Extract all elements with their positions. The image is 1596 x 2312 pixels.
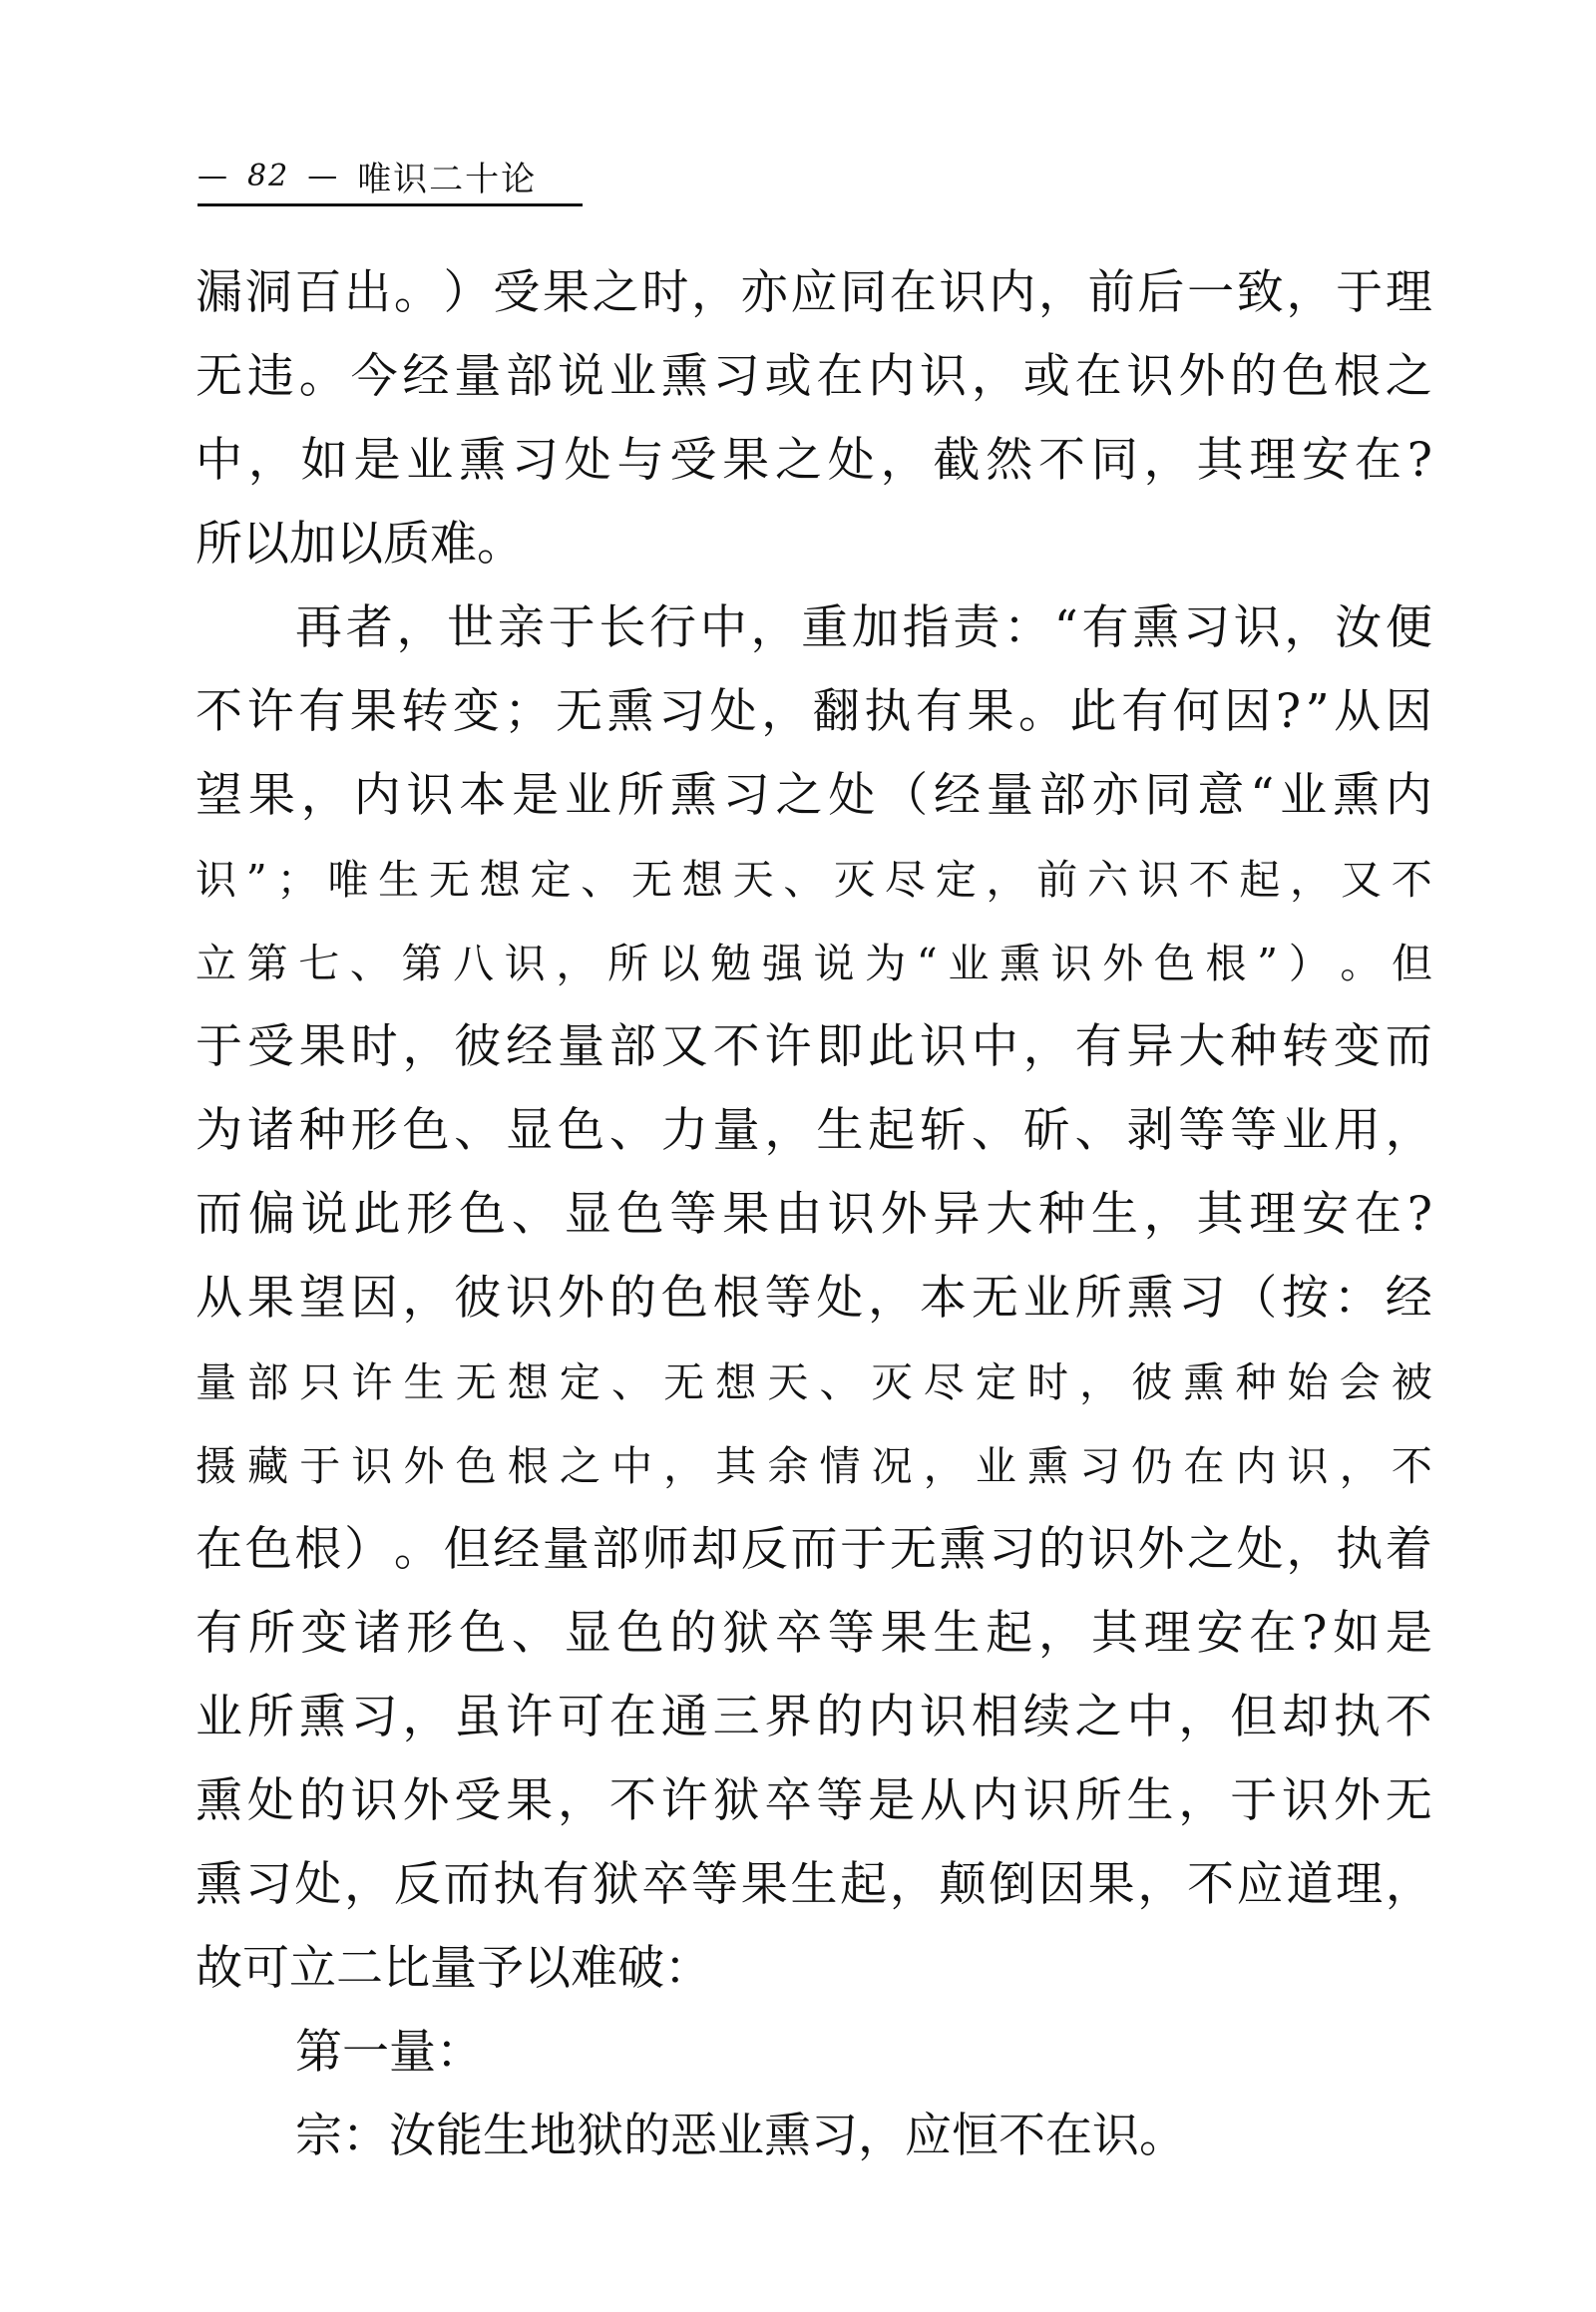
text-line: 熏 处 的 识 外 受 果 ， 不 许 狱 卒 等 是 从 内 识 所 生 ， 于 识 外 无 — [196, 1773, 1432, 1828]
text-line: 故可立二比量予以难破： — [196, 1941, 711, 1996]
header-dash-left: — — [198, 158, 229, 193]
text-line: 中 ， 如 是 业 熏 习 处 与 受 果 之 处 ， 截 然 不 同 ， 其 理 安 在 ? — [196, 433, 1432, 488]
text-line: 在 色 根 ） 。 但 经 量 部 师 却 反 而 于 无 熏 习 的 识 外 之 处 ， 执 着 — [196, 1522, 1432, 1577]
text-line: 量 部 只 许 生 无 想 定 、 无 想 天 、 灭 尽 定 时 ， 彼 熏 种 始 会 被 — [196, 1358, 1432, 1406]
header-rule — [198, 203, 583, 206]
page-number: 82 — [247, 158, 290, 193]
text-line: 而 偏 说 此 形 色 、 显 色 等 果 由 识 外 异 大 种 生 ， 其 理 安 在 ? — [196, 1187, 1432, 1242]
text-line: 第一量： — [295, 2025, 483, 2080]
running-head — [198, 148, 597, 203]
text-line: 熏 习 处 ， 反 而 执 有 狱 卒 等 果 生 起 ， 颠 倒 因 果 ， 不 应 道 理 ， — [196, 1857, 1432, 1912]
text-line: 摄 藏 于 识 外 色 根 之 中 ， 其 余 情 况 ， 业 熏 习 仍 在 内 识 ， 不 — [196, 1442, 1432, 1490]
text-line: 宗：汝能生地狱的恶业熏习，应恒不在识。 — [295, 2109, 1186, 2163]
text-line: 漏 洞 百 出 。 ） 受 果 之 时 ， 亦 应 同 在 识 内 ， 前 后 一 致 ， 于 理 — [196, 265, 1432, 320]
book-title: 唯识二十论 — [357, 159, 538, 199]
body-text — [196, 251, 1432, 2178]
text-line: 望 果 ， 内 识 本 是 业 所 熏 习 之 处 （ 经 量 部 亦 同 意 “ 业 熏 内 — [196, 768, 1432, 823]
text-line: 于 受 果 时 ， 彼 经 量 部 又 不 许 即 此 识 中 ， 有 异 大 种 转 变 而 — [196, 1019, 1432, 1074]
text-line: 识 ” ； 唯 生 无 想 定 、 无 想 天 、 灭 尽 定 ， 前 六 识 不 起 ， 又 不 — [196, 856, 1432, 904]
text-line: 有 所 变 诸 形 色 、 显 色 的 狱 卒 等 果 生 起 ， 其 理 安 在 ? 如 是 — [196, 1606, 1432, 1661]
text-line: 立 第 七 、 第 八 识 ， 所 以 勉 强 说 为 “ 业 熏 识 外 色 根 ” ） 。 但 — [196, 940, 1432, 987]
text-line: 所以加以质难。 — [196, 517, 524, 572]
text-line: 不 许 有 果 转 变 ； 无 熏 习 处 ， 翻 执 有 果 。 此 有 何 因 ? ” 从 因 — [196, 684, 1432, 739]
text-line: 再 者 ， 世 亲 于 长 行 中 ， 重 加 指 责 ： “ 有 熏 习 识 ， 汝 便 — [295, 600, 1432, 655]
text-line: 为 诸 种 形 色 、 显 色 、 力 量 ， 生 起 斩 、 斫 、 剥 等 等 业 用 ， — [196, 1103, 1432, 1158]
text-line: 从 果 望 因 ， 彼 识 外 的 色 根 等 处 ， 本 无 业 所 熏 习 （ 按 ： 经 — [196, 1271, 1432, 1326]
text-line: 业 所 熏 习 ， 虽 许 可 在 通 三 界 的 内 识 相 续 之 中 ， 但 却 执 不 — [196, 1690, 1432, 1744]
text-line: 无 违 。 今 经 量 部 说 业 熏 习 或 在 内 识 ， 或 在 识 外 的 色 根 之 — [196, 349, 1432, 404]
header-dash-right: — — [307, 158, 340, 193]
